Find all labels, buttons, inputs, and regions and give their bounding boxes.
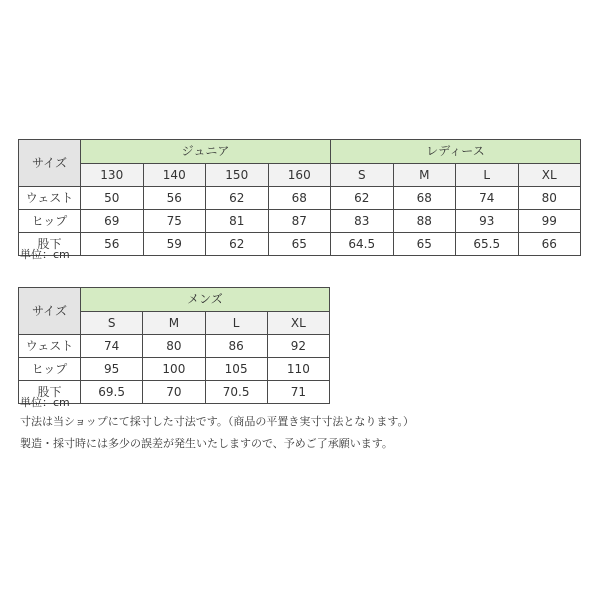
cell: 50 bbox=[81, 187, 144, 210]
group-header-mens: メンズ bbox=[81, 288, 330, 312]
cell: 80 bbox=[143, 335, 205, 358]
size-header: 130 bbox=[81, 164, 144, 187]
cell: 92 bbox=[267, 335, 329, 358]
table-row bbox=[19, 358, 330, 381]
cell: 56 bbox=[81, 233, 144, 256]
table-row bbox=[19, 210, 581, 233]
cell: 105 bbox=[205, 358, 267, 381]
measurement-note: 寸法は当ショップにて採寸した寸法です。（商品の平置き実寸寸法となります。） bbox=[20, 415, 415, 428]
cell: 80 bbox=[518, 187, 581, 210]
size-header: 140 bbox=[143, 164, 206, 187]
cell: 88 bbox=[393, 210, 456, 233]
row-label-inseam: 股下 bbox=[19, 233, 81, 256]
cell: 62 bbox=[331, 187, 394, 210]
group-header-junior: ジュニア bbox=[81, 140, 331, 164]
tolerance-note: 製造・採寸時には多少の誤差が発生いたしますので、予めご了承願います。 bbox=[20, 437, 393, 450]
row-label-waist: ウェスト bbox=[19, 187, 81, 210]
size-header: XL bbox=[518, 164, 581, 187]
size-header: S bbox=[81, 312, 143, 335]
cell: 74 bbox=[456, 187, 519, 210]
cell: 70.5 bbox=[205, 381, 267, 404]
cell: 99 bbox=[518, 210, 581, 233]
cell: 64.5 bbox=[331, 233, 394, 256]
corner-label: サイズ bbox=[19, 288, 81, 335]
corner-label: サイズ bbox=[19, 140, 81, 187]
cell: 68 bbox=[393, 187, 456, 210]
unit-note: 単位：cm bbox=[20, 248, 70, 261]
cell: 65.5 bbox=[456, 233, 519, 256]
size-table-mens bbox=[18, 287, 330, 404]
size-header: 150 bbox=[206, 164, 269, 187]
cell: 68 bbox=[268, 187, 331, 210]
cell: 95 bbox=[81, 358, 143, 381]
row-label-waist: ウェスト bbox=[19, 335, 81, 358]
row-label-hip: ヒップ bbox=[19, 358, 81, 381]
cell: 93 bbox=[456, 210, 519, 233]
cell: 74 bbox=[81, 335, 143, 358]
cell: 69 bbox=[81, 210, 144, 233]
cell: 56 bbox=[143, 187, 206, 210]
cell: 62 bbox=[206, 187, 269, 210]
table-row bbox=[19, 187, 581, 210]
size-table-junior-ladies bbox=[18, 139, 581, 256]
size-header: 160 bbox=[268, 164, 331, 187]
table-row bbox=[19, 335, 330, 358]
cell: 87 bbox=[268, 210, 331, 233]
cell: 70 bbox=[143, 381, 205, 404]
group-header-ladies: レディース bbox=[331, 140, 581, 164]
cell: 83 bbox=[331, 210, 394, 233]
size-header: L bbox=[205, 312, 267, 335]
size-header: L bbox=[456, 164, 519, 187]
cell: 81 bbox=[206, 210, 269, 233]
cell: 66 bbox=[518, 233, 581, 256]
row-label-hip: ヒップ bbox=[19, 210, 81, 233]
cell: 59 bbox=[143, 233, 206, 256]
cell: 75 bbox=[143, 210, 206, 233]
cell: 65 bbox=[393, 233, 456, 256]
size-header: M bbox=[143, 312, 205, 335]
cell: 62 bbox=[206, 233, 269, 256]
cell: 65 bbox=[268, 233, 331, 256]
size-header: M bbox=[393, 164, 456, 187]
cell: 86 bbox=[205, 335, 267, 358]
size-header: S bbox=[331, 164, 394, 187]
size-header: XL bbox=[267, 312, 329, 335]
unit-note: 単位：cm bbox=[20, 396, 70, 409]
table-row bbox=[19, 233, 581, 256]
cell: 71 bbox=[267, 381, 329, 404]
cell: 100 bbox=[143, 358, 205, 381]
cell: 110 bbox=[267, 358, 329, 381]
row-label-inseam: 股下 bbox=[19, 381, 81, 404]
cell: 69.5 bbox=[81, 381, 143, 404]
